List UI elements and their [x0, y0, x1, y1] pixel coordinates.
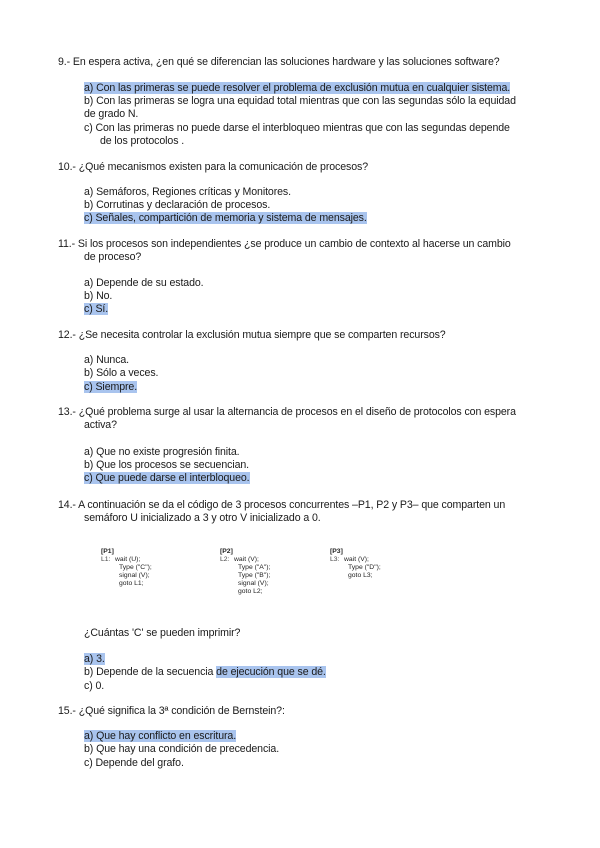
- question-11-option-c: [84, 303, 554, 316]
- code-p3-line: wait (V);: [344, 556, 369, 563]
- question-11: [58, 238, 548, 251]
- question-11-option-a: [84, 277, 554, 290]
- question-9-option-a-text: a) Con las primeras se puede resolver el problema de exclusión mutua en cualquier sistema.: [84, 82, 511, 94]
- code-block-p3: [330, 548, 381, 580]
- question-11-cont: [58, 251, 548, 264]
- question-10-option-a: [84, 186, 554, 199]
- code-p2-line: Type ("A");: [238, 564, 271, 571]
- question-9-option-b: [84, 95, 554, 108]
- question-15-text: 15.- ¿Qué significa la 3ª condición de Bernstein?:: [58, 705, 285, 717]
- question-11-option-b: [84, 290, 554, 303]
- question-13-option-b-text: b) Que los procesos se secuencian.: [84, 459, 250, 471]
- question-10-option-a-text: a) Semáforos, Regiones críticas y Monitores.: [84, 186, 291, 198]
- question-12-text: 12.- ¿Se necesita controlar la exclusión mutua siempre que se comparten recursos?: [58, 329, 446, 341]
- question-13-text-line2: activa?: [84, 419, 117, 431]
- question-15-option-a-text: a) Que hay conflicto en escritura.: [84, 730, 237, 742]
- question-12-option-c-text: c) Siempre.: [84, 381, 138, 393]
- question-12-option-b-text: b) Sólo a veces.: [84, 367, 159, 379]
- question-14-text-line1: 14.- A continuación se da el código de 3 procesos concurrentes –P1, P2 y P3– que comparten un: [58, 499, 506, 511]
- question-9-option-c-line1: c) Con las primeras no puede darse el interbloqueo mientras que con las segundas depende: [84, 122, 510, 134]
- question-12-option-c: [84, 381, 554, 394]
- question-10: [58, 161, 548, 174]
- question-9-option-c: [84, 122, 554, 135]
- question-15-option-a: [84, 730, 554, 743]
- question-9-option-b-cont: [84, 108, 554, 121]
- code-block-p1: [101, 548, 152, 588]
- question-9-option-b-line2: de grado N.: [84, 108, 139, 120]
- question-13-option-c: [84, 472, 554, 485]
- question-10-option-c-text: c) Señales, compartición de memoria y sistema de mensajes.: [84, 212, 367, 224]
- question-13-cont: [58, 419, 548, 432]
- question-11-option-a-text: a) Depende de su estado.: [84, 277, 204, 289]
- question-11-option-c-text: c) Sí.: [84, 303, 109, 315]
- question-9-option-b-line1: b) Con las primeras se logra una equidad total mientras que con las segundas sólo la equidad: [84, 95, 516, 107]
- code-p2-line: signal (V);: [238, 580, 269, 587]
- question-13-option-c-text: c) Que puede darse el interbloqueo.: [84, 472, 250, 484]
- code-p2-label: L2:: [220, 556, 230, 563]
- question-14-option-a: [84, 653, 554, 666]
- question-12-option-a: [84, 354, 554, 367]
- code-p3-line: Type ("D");: [348, 564, 381, 571]
- question-14-option-b: [84, 666, 554, 679]
- question-12-option-a-text: a) Nunca.: [84, 354, 130, 366]
- code-block-p2: [220, 548, 270, 596]
- question-13-option-a-text: a) Que no existe progresión finita.: [84, 446, 240, 458]
- code-p2-title: [P2]: [220, 548, 233, 555]
- question-14-cont: [58, 512, 548, 525]
- question-14: [58, 499, 548, 512]
- code-p1-line: signal (V);: [119, 572, 150, 579]
- code-p1-title: [P1]: [101, 548, 114, 555]
- question-15-option-c-text: c) Depende del grafo.: [84, 757, 184, 769]
- question-9-option-a: [84, 82, 554, 95]
- question-15-option-b: [84, 743, 554, 756]
- question-14-option-a-text: a) 3.: [84, 653, 105, 665]
- question-15-option-c: [84, 757, 554, 770]
- question-15: [58, 705, 548, 718]
- question-12-option-b: [84, 367, 554, 380]
- question-13-text-line1: 13.- ¿Qué problema surge al usar la alternancia de procesos en el diseño de protocolos con espera: [58, 406, 516, 418]
- question-13-option-b: [84, 459, 554, 472]
- question-15-option-b-text: b) Que hay una condición de precedencia.: [84, 743, 280, 755]
- code-p3-label: L3:: [330, 556, 340, 563]
- code-p1-line: goto L1;: [119, 580, 144, 587]
- code-p1-line: Type ("C");: [119, 564, 152, 571]
- question-14-option-b-text: b) Depende de la secuencia: [84, 666, 217, 678]
- code-p2-line: wait (V);: [234, 556, 259, 563]
- question-10-option-b-text: b) Corrutinas y declaración de procesos.: [84, 199, 271, 211]
- question-9-option-c-cont: [84, 135, 554, 148]
- question-14-text-line2: semáforo U inicializado a 3 y otro V inicializado a 0.: [84, 512, 321, 524]
- code-p1-line: wait (U);: [115, 556, 141, 563]
- question-13-option-a: [84, 446, 554, 459]
- question-11-text-line1: 11.- Si los procesos son independientes ¿se produce un cambio de contexto al hacerse un cambio: [58, 238, 511, 250]
- question-14-subquestion: [84, 627, 554, 640]
- question-9-text: 9.- En espera activa, ¿en qué se diferencian las soluciones hardware y las soluciones software?: [58, 56, 500, 68]
- question-10-option-b: [84, 199, 554, 212]
- question-11-option-b-text: b) No.: [84, 290, 113, 302]
- question-14-option-b-highlight: de ejecución que se dé.: [216, 666, 326, 678]
- question-13: [58, 406, 548, 419]
- question-10-option-c: [84, 212, 554, 225]
- code-p2-line: Type ("B");: [238, 572, 271, 579]
- question-14-option-c-text: c) 0.: [84, 680, 105, 692]
- code-p3-line: goto L3;: [348, 572, 373, 579]
- question-11-text-line2: de proceso?: [84, 251, 142, 263]
- code-p3-title: [P3]: [330, 548, 343, 555]
- question-10-text: 10.- ¿Qué mecanismos existen para la comunicación de procesos?: [58, 161, 369, 173]
- question-9-option-c-line2: de los protocolos .: [100, 135, 185, 147]
- question-14-subquestion-text: ¿Cuántas 'C' se pueden imprimir?: [84, 627, 241, 639]
- question-12: [58, 329, 548, 342]
- question-14-option-c: [84, 680, 554, 693]
- code-p1-label: L1:: [101, 556, 111, 563]
- code-p2-line: goto L2;: [238, 588, 263, 595]
- question-9: [58, 56, 548, 69]
